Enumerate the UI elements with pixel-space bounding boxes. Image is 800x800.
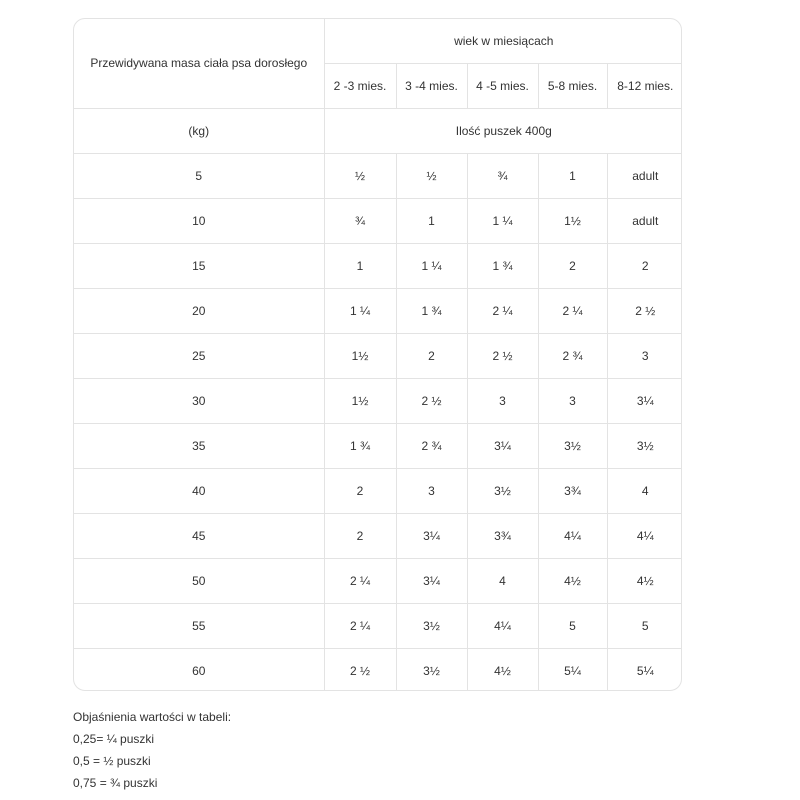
amount-cell: 2 bbox=[538, 243, 607, 288]
amount-cell: 3 bbox=[538, 378, 607, 423]
weight-cell: 20 bbox=[74, 288, 324, 333]
table-row bbox=[74, 468, 682, 513]
amount-cell: 4¼ bbox=[538, 513, 607, 558]
amount-cell: 1 ¼ bbox=[467, 198, 538, 243]
table-row bbox=[74, 243, 682, 288]
amount-cell: 4½ bbox=[538, 558, 607, 603]
amount-cell: 4 bbox=[607, 468, 682, 513]
amount-cell: 2 ½ bbox=[467, 333, 538, 378]
table-row bbox=[74, 558, 682, 603]
amount-cell: 1 ¼ bbox=[396, 243, 467, 288]
amount-cell: 2 bbox=[396, 333, 467, 378]
notes-title: Objaśnienia wartości w tabeli: bbox=[73, 710, 232, 724]
weight-cell: 5 bbox=[74, 153, 324, 198]
amount-cell: 1 bbox=[324, 243, 396, 288]
table-row bbox=[74, 333, 682, 378]
amount-cell: 2 ½ bbox=[324, 648, 396, 691]
amount-cell: adult bbox=[607, 153, 682, 198]
weight-cell: 50 bbox=[74, 558, 324, 603]
amount-cell: 4½ bbox=[607, 558, 682, 603]
amount-cell: 2 ¾ bbox=[396, 423, 467, 468]
table-row bbox=[74, 423, 682, 468]
amount-cell: 2 bbox=[324, 513, 396, 558]
amount-cell: 1½ bbox=[324, 333, 396, 378]
table-row bbox=[74, 198, 682, 243]
amount-cell: 3½ bbox=[396, 648, 467, 691]
amount-cell: 2 ¼ bbox=[324, 603, 396, 648]
weight-column-header: Przewidywana masa ciała psa dorosłego bbox=[74, 19, 324, 108]
age-column-header: 5-8 mies. bbox=[538, 63, 607, 108]
amount-cell: ¾ bbox=[467, 153, 538, 198]
weight-cell: 55 bbox=[74, 603, 324, 648]
table-row bbox=[74, 513, 682, 558]
amount-cell: adult bbox=[607, 198, 682, 243]
weight-cell: 30 bbox=[74, 378, 324, 423]
amount-cell: ½ bbox=[324, 153, 396, 198]
weight-cell: 35 bbox=[74, 423, 324, 468]
amount-cell: 3 bbox=[467, 378, 538, 423]
weight-cell: 40 bbox=[74, 468, 324, 513]
amount-cell: 5 bbox=[538, 603, 607, 648]
amount-cell: 5 bbox=[607, 603, 682, 648]
amount-cell: ½ bbox=[396, 153, 467, 198]
amount-cell: 2 ½ bbox=[607, 288, 682, 333]
amount-cell: 1½ bbox=[324, 378, 396, 423]
weight-cell: 10 bbox=[74, 198, 324, 243]
age-column-header: 8-12 mies. bbox=[607, 63, 682, 108]
amount-cell: 5¼ bbox=[636, 663, 654, 678]
amount-cell: 3½ bbox=[538, 423, 607, 468]
notes-section bbox=[73, 706, 231, 794]
amount-cell: 1 ¾ bbox=[467, 243, 538, 288]
amount-cell: 1 ¾ bbox=[324, 423, 396, 468]
amount-label: Ilość puszek 400g bbox=[324, 108, 682, 153]
table-row bbox=[74, 648, 682, 691]
amount-cell: 2 ¼ bbox=[538, 288, 607, 333]
unit-label: (kg) bbox=[74, 108, 324, 153]
weight-cell: 15 bbox=[74, 243, 324, 288]
amount-cell: 3 bbox=[607, 333, 682, 378]
note-item: 0,25= ¼ puszki bbox=[73, 732, 155, 746]
amount-cell: 2 ½ bbox=[396, 378, 467, 423]
amount-cell: 3¼ bbox=[396, 513, 467, 558]
amount-cell: 3¾ bbox=[538, 468, 607, 513]
note-item: 0,75 = ¾ puszki bbox=[73, 776, 158, 790]
amount-cell: 4 bbox=[467, 558, 538, 603]
table-row bbox=[74, 153, 682, 198]
amount-cell: 1 ¼ bbox=[324, 288, 396, 333]
amount-cell: 3½ bbox=[607, 423, 682, 468]
feeding-table bbox=[74, 19, 682, 691]
table-body bbox=[74, 108, 682, 691]
amount-cell: 3¾ bbox=[467, 513, 538, 558]
amount-cell: 3½ bbox=[467, 468, 538, 513]
amount-cell: 1½ bbox=[538, 198, 607, 243]
feeding-table-container bbox=[73, 18, 682, 691]
weight-cell: 60 bbox=[74, 648, 324, 691]
note-item: 0,5 = ½ puszki bbox=[73, 754, 151, 768]
table-row bbox=[74, 603, 682, 648]
table-row bbox=[74, 288, 682, 333]
amount-cell: 4½ bbox=[467, 648, 538, 691]
amount-cell: 1 bbox=[396, 198, 467, 243]
amount-cell: 2 bbox=[324, 468, 396, 513]
amount-cell: 2 ¾ bbox=[538, 333, 607, 378]
amount-cell: 3¼ bbox=[467, 423, 538, 468]
amount-cell: 3¼ bbox=[607, 378, 682, 423]
age-group-header: wiek w miesiącach bbox=[324, 19, 682, 63]
amount-cell: 2 ¼ bbox=[324, 558, 396, 603]
weight-cell: 45 bbox=[74, 513, 324, 558]
amount-cell: 3¼ bbox=[396, 558, 467, 603]
amount-cell: ¾ bbox=[324, 198, 396, 243]
amount-cell: 2 ¼ bbox=[467, 288, 538, 333]
table-row bbox=[74, 378, 682, 423]
weight-cell: 25 bbox=[74, 333, 324, 378]
amount-cell: 1 bbox=[538, 153, 607, 198]
amount-cell: 3 bbox=[396, 468, 467, 513]
age-column-header: 2 -3 mies. bbox=[324, 63, 396, 108]
amount-cell: 4¼ bbox=[467, 603, 538, 648]
amount-cell: 5¼ bbox=[538, 648, 607, 691]
age-column-header: 4 -5 mies. bbox=[467, 63, 538, 108]
amount-cell: 4¼ bbox=[607, 513, 682, 558]
age-column-header: 3 -4 mies. bbox=[396, 63, 467, 108]
amount-cell: 3½ bbox=[396, 603, 467, 648]
amount-cell: 2 bbox=[607, 243, 682, 288]
amount-cell: 1 ¾ bbox=[396, 288, 467, 333]
